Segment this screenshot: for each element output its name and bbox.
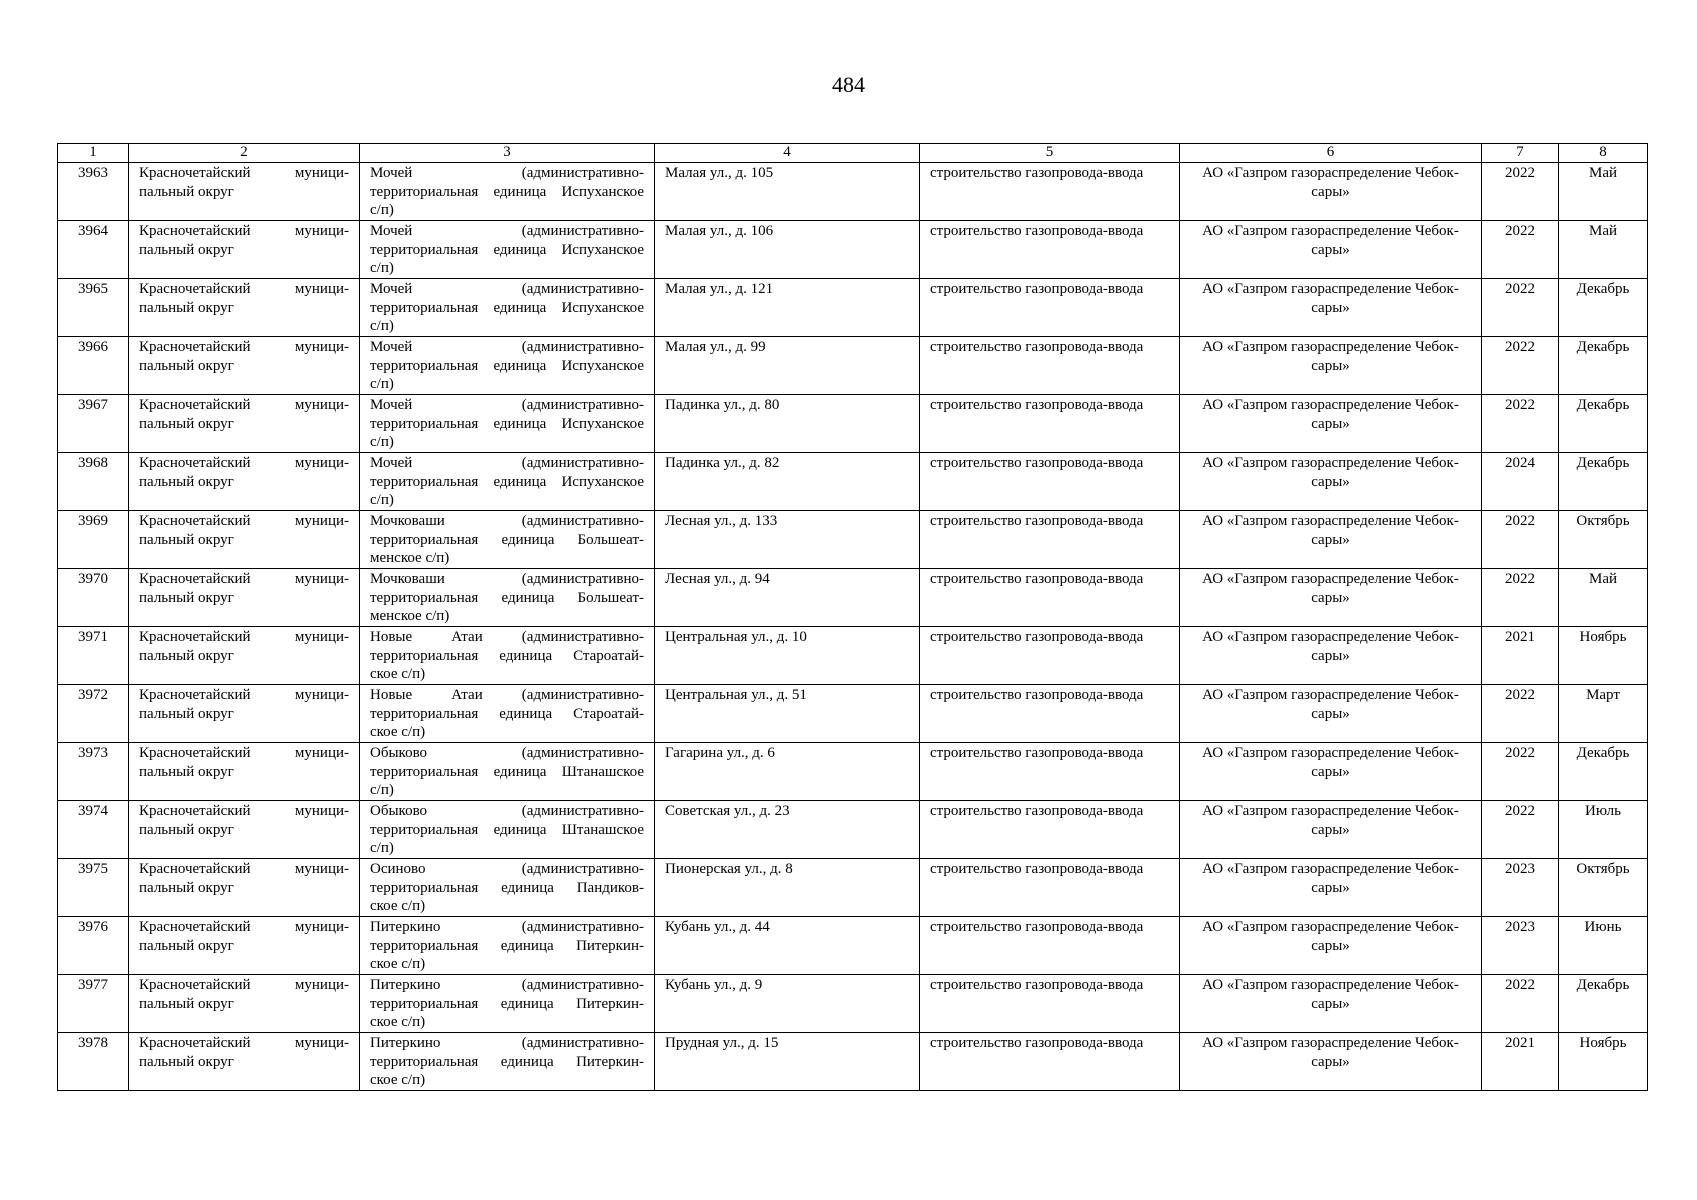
- organization-line: АО «Газпром газораспределение Чебок-: [1202, 339, 1459, 355]
- settlement-line: территориальная единица Большеат-: [370, 589, 644, 606]
- organization-cell: [1180, 801, 1482, 859]
- district-cell: [129, 1033, 360, 1091]
- settlement-cell: [360, 511, 655, 569]
- work-type-cell: строительство газопровода-ввода: [920, 395, 1180, 453]
- district-line: пальный округ: [139, 705, 234, 722]
- district-line: Красночетайский муници-: [139, 629, 349, 645]
- district-line: пальный округ: [139, 241, 234, 258]
- table-row: [58, 163, 1648, 221]
- row-number: 3973: [58, 743, 129, 801]
- row-number: 3965: [58, 279, 129, 337]
- organization-line: АО «Газпром газораспределение Чебок-: [1202, 223, 1459, 239]
- settlement-line: с/п): [370, 376, 394, 392]
- row-number: 3971: [58, 627, 129, 685]
- organization-cell: [1180, 279, 1482, 337]
- settlement-cell: [360, 801, 655, 859]
- year-cell: 2022: [1482, 743, 1559, 801]
- settlement-line: территориальная единица Пандиков-: [370, 879, 644, 896]
- district-line: пальный округ: [139, 1053, 234, 1070]
- district-cell: [129, 685, 360, 743]
- settlement-cell: [360, 279, 655, 337]
- organization-line: АО «Газпром газораспределение Чебок-: [1202, 977, 1459, 993]
- column-header: 7: [1482, 144, 1559, 163]
- work-type-cell: строительство газопровода-ввода: [920, 221, 1180, 279]
- settlement-line: территориальная единица Питеркин-: [370, 1053, 644, 1070]
- settlement-cell: [360, 1033, 655, 1091]
- row-number: 3976: [58, 917, 129, 975]
- year-cell: 2022: [1482, 569, 1559, 627]
- settlement-line: Мочей (административно-: [370, 455, 644, 471]
- district-cell: [129, 279, 360, 337]
- address-cell: Малая ул., д. 99: [655, 337, 920, 395]
- district-line: Красночетайский муници-: [139, 977, 349, 993]
- year-cell: 2024: [1482, 453, 1559, 511]
- organization-line: сары»: [1311, 763, 1350, 780]
- column-header: 2: [129, 144, 360, 163]
- row-number: 3974: [58, 801, 129, 859]
- row-number: 3977: [58, 975, 129, 1033]
- settlement-line: территориальная единица Штанашское: [370, 763, 644, 780]
- table-row: [58, 221, 1648, 279]
- address-cell: Малая ул., д. 105: [655, 163, 920, 221]
- organization-line: сары»: [1311, 531, 1350, 548]
- organization-cell: [1180, 859, 1482, 917]
- column-header: 1: [58, 144, 129, 163]
- district-line: Красночетайский муници-: [139, 745, 349, 761]
- month-cell: Декабрь: [1559, 743, 1648, 801]
- address-cell: Малая ул., д. 121: [655, 279, 920, 337]
- settlement-line: Новые Атаи (административно-: [370, 629, 644, 645]
- settlement-line: Осиново (административно-: [370, 861, 644, 877]
- month-cell: Май: [1559, 221, 1648, 279]
- row-number: 3964: [58, 221, 129, 279]
- table-row: [58, 627, 1648, 685]
- settlement-line: Обыково (административно-: [370, 745, 644, 761]
- settlement-line: территориальная единица Староатай-: [370, 647, 644, 664]
- work-type-cell: строительство газопровода-ввода: [920, 1033, 1180, 1091]
- district-cell: [129, 511, 360, 569]
- organization-cell: [1180, 221, 1482, 279]
- settlement-line: ское с/п): [370, 1072, 426, 1088]
- organization-line: АО «Газпром газораспределение Чебок-: [1202, 745, 1459, 761]
- district-line: Красночетайский муници-: [139, 455, 349, 471]
- settlement-line: Мочей (административно-: [370, 223, 644, 239]
- organization-cell: [1180, 337, 1482, 395]
- district-cell: [129, 801, 360, 859]
- settlement-line: ское с/п): [370, 666, 426, 682]
- district-line: пальный округ: [139, 647, 234, 664]
- table-row: [58, 1033, 1648, 1091]
- year-cell: 2023: [1482, 917, 1559, 975]
- settlement-line: Обыково (административно-: [370, 803, 644, 819]
- settlement-line: ское с/п): [370, 956, 426, 972]
- organization-line: АО «Газпром газораспределение Чебок-: [1202, 165, 1459, 181]
- organization-line: сары»: [1311, 241, 1350, 258]
- settlement-line: территориальная единица Питеркин-: [370, 995, 644, 1012]
- settlement-line: с/п): [370, 782, 394, 798]
- district-line: Красночетайский муници-: [139, 803, 349, 819]
- organization-line: сары»: [1311, 705, 1350, 722]
- table-row: [58, 801, 1648, 859]
- month-cell: Октябрь: [1559, 511, 1648, 569]
- district-line: Красночетайский муници-: [139, 513, 349, 529]
- settlement-line: территориальная единица Испуханское: [370, 299, 644, 316]
- organization-cell: [1180, 975, 1482, 1033]
- column-header: 5: [920, 144, 1180, 163]
- organization-cell: [1180, 917, 1482, 975]
- district-cell: [129, 627, 360, 685]
- settlement-line: Мочковаши (административно-: [370, 513, 644, 529]
- address-cell: Падинка ул., д. 82: [655, 453, 920, 511]
- work-type-cell: строительство газопровода-ввода: [920, 279, 1180, 337]
- organization-cell: [1180, 1033, 1482, 1091]
- year-cell: 2022: [1482, 511, 1559, 569]
- row-number: 3970: [58, 569, 129, 627]
- district-line: пальный округ: [139, 937, 234, 954]
- work-type-cell: строительство газопровода-ввода: [920, 685, 1180, 743]
- column-header: 3: [360, 144, 655, 163]
- work-type-cell: строительство газопровода-ввода: [920, 743, 1180, 801]
- year-cell: 2022: [1482, 337, 1559, 395]
- column-header: 4: [655, 144, 920, 163]
- settlement-line: Питеркино (административно-: [370, 1035, 644, 1051]
- address-cell: Центральная ул., д. 51: [655, 685, 920, 743]
- organization-line: АО «Газпром газораспределение Чебок-: [1202, 571, 1459, 587]
- page-number: 484: [832, 72, 865, 97]
- table-row: [58, 975, 1648, 1033]
- month-cell: Декабрь: [1559, 395, 1648, 453]
- month-cell: Ноябрь: [1559, 627, 1648, 685]
- district-line: пальный округ: [139, 821, 234, 838]
- settlement-line: Питеркино (административно-: [370, 919, 644, 935]
- month-cell: Ноябрь: [1559, 1033, 1648, 1091]
- table-row: [58, 569, 1648, 627]
- row-number: 3972: [58, 685, 129, 743]
- year-cell: 2022: [1482, 221, 1559, 279]
- settlement-line: с/п): [370, 260, 394, 276]
- organization-line: сары»: [1311, 647, 1350, 664]
- address-cell: Гагарина ул., д. 6: [655, 743, 920, 801]
- settlement-line: территориальная единица Испуханское: [370, 415, 644, 432]
- settlement-line: с/п): [370, 318, 394, 334]
- organization-line: АО «Газпром газораспределение Чебок-: [1202, 397, 1459, 413]
- district-cell: [129, 917, 360, 975]
- table-row: [58, 685, 1648, 743]
- organization-line: АО «Газпром газораспределение Чебок-: [1202, 861, 1459, 877]
- address-cell: Советская ул., д. 23: [655, 801, 920, 859]
- district-cell: [129, 569, 360, 627]
- settlement-line: Мочей (административно-: [370, 165, 644, 181]
- year-cell: 2023: [1482, 859, 1559, 917]
- organization-line: АО «Газпром газораспределение Чебок-: [1202, 455, 1459, 471]
- organization-line: сары»: [1311, 299, 1350, 316]
- work-type-cell: строительство газопровода-ввода: [920, 627, 1180, 685]
- organization-line: АО «Газпром газораспределение Чебок-: [1202, 803, 1459, 819]
- settlement-line: территориальная единица Испуханское: [370, 183, 644, 200]
- district-cell: [129, 453, 360, 511]
- district-line: Красночетайский муници-: [139, 339, 349, 355]
- address-cell: Пионерская ул., д. 8: [655, 859, 920, 917]
- work-type-cell: строительство газопровода-ввода: [920, 453, 1180, 511]
- settlement-line: Питеркино (административно-: [370, 977, 644, 993]
- year-cell: 2022: [1482, 163, 1559, 221]
- settlement-line: Мочей (административно-: [370, 281, 644, 297]
- table-row: [58, 859, 1648, 917]
- settlement-line: ское с/п): [370, 1014, 426, 1030]
- settlement-line: территориальная единица Испуханское: [370, 241, 644, 258]
- settlement-line: Новые Атаи (административно-: [370, 687, 644, 703]
- organization-line: АО «Газпром газораспределение Чебок-: [1202, 513, 1459, 529]
- settlement-line: территориальная единица Староатай-: [370, 705, 644, 722]
- settlement-cell: [360, 743, 655, 801]
- organization-cell: [1180, 163, 1482, 221]
- column-header: 8: [1559, 144, 1648, 163]
- organization-line: АО «Газпром газораспределение Чебок-: [1202, 281, 1459, 297]
- settlement-cell: [360, 975, 655, 1033]
- settlement-line: Мочковаши (административно-: [370, 571, 644, 587]
- settlement-line: территориальная единица Испуханское: [370, 473, 644, 490]
- district-line: пальный округ: [139, 299, 234, 316]
- settlement-line: территориальная единица Испуханское: [370, 357, 644, 374]
- column-number-row: [58, 144, 1648, 163]
- settlement-line: Мочей (административно-: [370, 397, 644, 413]
- work-type-cell: строительство газопровода-ввода: [920, 917, 1180, 975]
- district-line: Красночетайский муници-: [139, 223, 349, 239]
- organization-cell: [1180, 511, 1482, 569]
- district-cell: [129, 163, 360, 221]
- district-line: Красночетайский муници-: [139, 165, 349, 181]
- row-number: 3968: [58, 453, 129, 511]
- settlement-line: территориальная единица Большеат-: [370, 531, 644, 548]
- settlement-cell: [360, 221, 655, 279]
- district-line: Красночетайский муници-: [139, 919, 349, 935]
- settlement-line: с/п): [370, 492, 394, 508]
- year-cell: 2021: [1482, 627, 1559, 685]
- organization-line: АО «Газпром газораспределение Чебок-: [1202, 1035, 1459, 1051]
- settlement-line: с/п): [370, 840, 394, 856]
- row-number: 3967: [58, 395, 129, 453]
- year-cell: 2022: [1482, 279, 1559, 337]
- row-number: 3969: [58, 511, 129, 569]
- work-type-cell: строительство газопровода-ввода: [920, 511, 1180, 569]
- year-cell: 2022: [1482, 975, 1559, 1033]
- district-line: пальный округ: [139, 357, 234, 374]
- district-cell: [129, 743, 360, 801]
- organization-cell: [1180, 569, 1482, 627]
- table-row: [58, 917, 1648, 975]
- settlement-cell: [360, 685, 655, 743]
- district-line: Красночетайский муници-: [139, 861, 349, 877]
- district-line: пальный округ: [139, 473, 234, 490]
- organization-line: АО «Газпром газораспределение Чебок-: [1202, 629, 1459, 645]
- address-cell: Лесная ул., д. 94: [655, 569, 920, 627]
- district-cell: [129, 395, 360, 453]
- month-cell: Декабрь: [1559, 337, 1648, 395]
- settlement-cell: [360, 395, 655, 453]
- organization-line: сары»: [1311, 879, 1350, 896]
- district-line: пальный округ: [139, 531, 234, 548]
- organization-line: сары»: [1311, 937, 1350, 954]
- organization-cell: [1180, 453, 1482, 511]
- month-cell: Май: [1559, 569, 1648, 627]
- district-line: Красночетайский муници-: [139, 1035, 349, 1051]
- district-cell: [129, 975, 360, 1033]
- district-line: пальный округ: [139, 183, 234, 200]
- address-cell: Прудная ул., д. 15: [655, 1033, 920, 1091]
- table-row: [58, 337, 1648, 395]
- table-body: [58, 163, 1648, 1091]
- column-header: 6: [1180, 144, 1482, 163]
- district-line: Красночетайский муници-: [139, 687, 349, 703]
- month-cell: Июнь: [1559, 917, 1648, 975]
- district-line: Красночетайский муници-: [139, 571, 349, 587]
- district-line: Красночетайский муници-: [139, 281, 349, 297]
- district-line: пальный округ: [139, 995, 234, 1012]
- row-number: 3978: [58, 1033, 129, 1091]
- organization-line: АО «Газпром газораспределение Чебок-: [1202, 687, 1459, 703]
- year-cell: 2022: [1482, 685, 1559, 743]
- settlement-cell: [360, 163, 655, 221]
- address-cell: Кубань ул., д. 44: [655, 917, 920, 975]
- table-row: [58, 743, 1648, 801]
- settlement-cell: [360, 569, 655, 627]
- district-cell: [129, 221, 360, 279]
- address-cell: Кубань ул., д. 9: [655, 975, 920, 1033]
- row-number: 3975: [58, 859, 129, 917]
- organization-cell: [1180, 627, 1482, 685]
- address-cell: Падинка ул., д. 80: [655, 395, 920, 453]
- settlement-line: с/п): [370, 434, 394, 450]
- settlement-line: Мочей (административно-: [370, 339, 644, 355]
- settlement-line: территориальная единица Штанашское: [370, 821, 644, 838]
- organization-cell: [1180, 743, 1482, 801]
- district-line: Красночетайский муници-: [139, 397, 349, 413]
- organization-line: сары»: [1311, 1053, 1350, 1070]
- settlement-line: ское с/п): [370, 724, 426, 740]
- settlement-line: территориальная единица Питеркин-: [370, 937, 644, 954]
- work-type-cell: строительство газопровода-ввода: [920, 569, 1180, 627]
- district-cell: [129, 859, 360, 917]
- work-type-cell: строительство газопровода-ввода: [920, 975, 1180, 1033]
- organization-line: АО «Газпром газораспределение Чебок-: [1202, 919, 1459, 935]
- year-cell: 2022: [1482, 801, 1559, 859]
- district-line: пальный округ: [139, 763, 234, 780]
- address-cell: Центральная ул., д. 10: [655, 627, 920, 685]
- organization-cell: [1180, 395, 1482, 453]
- work-type-cell: строительство газопровода-ввода: [920, 163, 1180, 221]
- district-line: пальный округ: [139, 415, 234, 432]
- organization-cell: [1180, 685, 1482, 743]
- table-row: [58, 453, 1648, 511]
- organization-line: сары»: [1311, 589, 1350, 606]
- year-cell: 2021: [1482, 1033, 1559, 1091]
- organization-line: сары»: [1311, 357, 1350, 374]
- settlement-cell: [360, 337, 655, 395]
- settlement-cell: [360, 859, 655, 917]
- settlement-cell: [360, 453, 655, 511]
- organization-line: сары»: [1311, 415, 1350, 432]
- settlement-cell: [360, 917, 655, 975]
- row-number: 3966: [58, 337, 129, 395]
- organization-line: сары»: [1311, 473, 1350, 490]
- row-number: 3963: [58, 163, 129, 221]
- month-cell: Март: [1559, 685, 1648, 743]
- address-cell: Малая ул., д. 106: [655, 221, 920, 279]
- settlement-line: с/п): [370, 202, 394, 218]
- district-line: пальный округ: [139, 589, 234, 606]
- month-cell: Декабрь: [1559, 453, 1648, 511]
- organization-line: сары»: [1311, 183, 1350, 200]
- district-cell: [129, 337, 360, 395]
- month-cell: Декабрь: [1559, 279, 1648, 337]
- table-row: [58, 279, 1648, 337]
- settlement-line: менское с/п): [370, 550, 450, 566]
- settlement-line: ское с/п): [370, 898, 426, 914]
- table-row: [58, 511, 1648, 569]
- district-line: пальный округ: [139, 879, 234, 896]
- work-type-cell: строительство газопровода-ввода: [920, 337, 1180, 395]
- organization-line: сары»: [1311, 995, 1350, 1012]
- gasification-table: [57, 143, 1648, 1091]
- work-type-cell: строительство газопровода-ввода: [920, 859, 1180, 917]
- year-cell: 2022: [1482, 395, 1559, 453]
- settlement-cell: [360, 627, 655, 685]
- organization-line: сары»: [1311, 821, 1350, 838]
- month-cell: Май: [1559, 163, 1648, 221]
- month-cell: Июль: [1559, 801, 1648, 859]
- work-type-cell: строительство газопровода-ввода: [920, 801, 1180, 859]
- table-row: [58, 395, 1648, 453]
- address-cell: Лесная ул., д. 133: [655, 511, 920, 569]
- settlement-line: менское с/п): [370, 608, 450, 624]
- month-cell: Октябрь: [1559, 859, 1648, 917]
- month-cell: Декабрь: [1559, 975, 1648, 1033]
